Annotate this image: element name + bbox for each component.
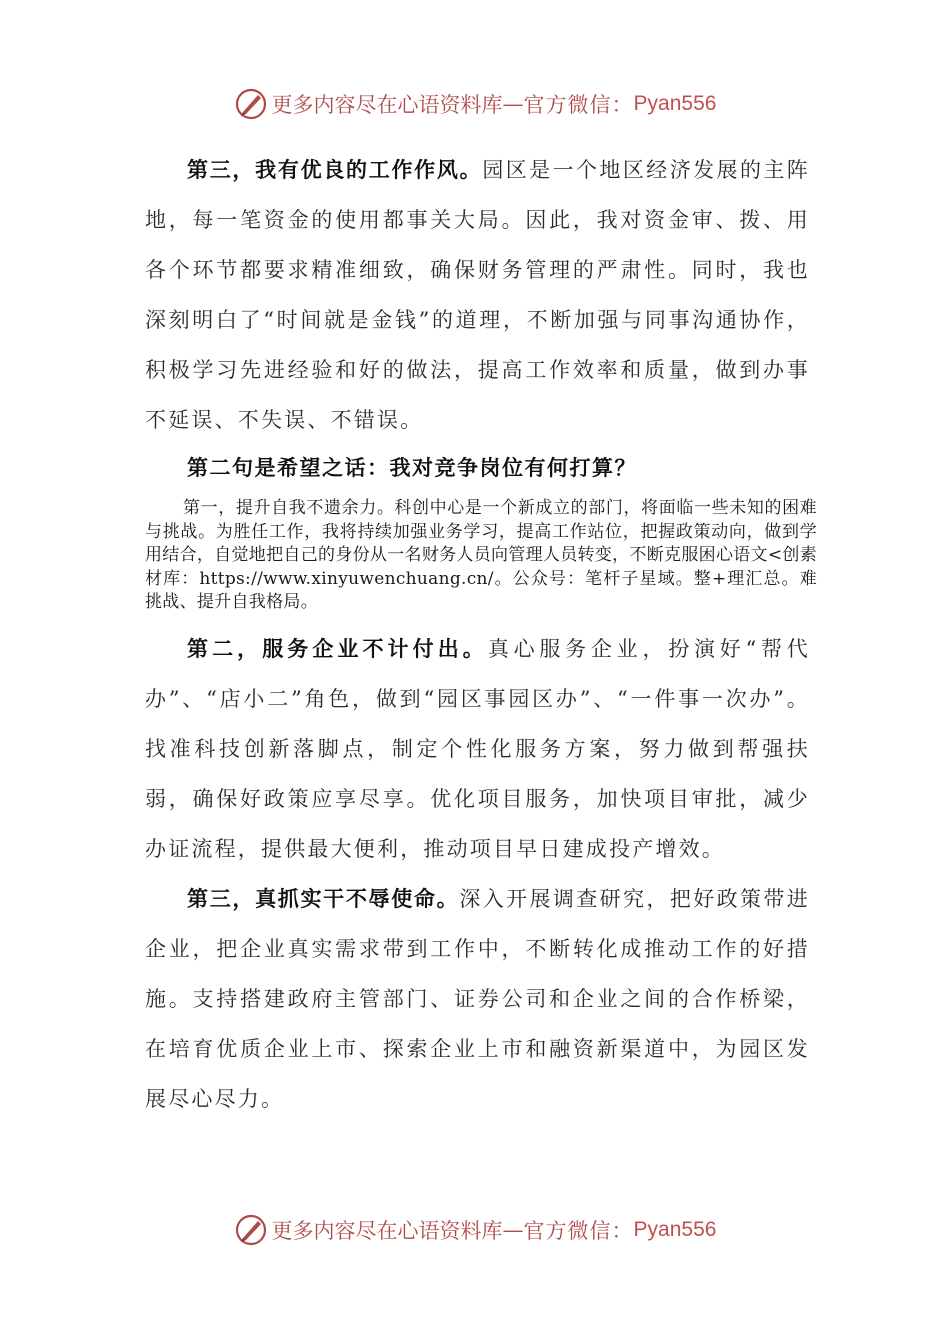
- paragraph-work-style: [145, 145, 810, 445]
- banner-dash: —: [502, 92, 524, 116]
- paragraph-lead: 第三，我有优良的工作作风。: [187, 157, 483, 182]
- pen-logo-icon: [234, 1213, 268, 1247]
- paragraph-body: 真心服务企业，扮演好“帮代办”、“店小二”角色，做到“园区事园区办”、“一件事一次办”。找准科技创新落脚点，制定个性化服务方案，努力做到帮强扶弱，确保好政策应享尽享。优化项目服务，加快项目审批，减少办证流程，提供最大便利，推动项目早日建成投产增效。: [145, 637, 810, 861]
- banner-dash: —: [502, 1218, 524, 1242]
- paragraph-body: 深入开展调查研究，把好政策带进企业，把企业真实需求带到工作中，不断转化成推动工作的好措施。支持搭建政府主管部门、证券公司和企业之间的合作桥梁，在培育优质企业上市、探索企业上市和融资新渠道中，为园区发展尽心尽力。: [145, 887, 811, 1111]
- banner-wechat-label: 官方微信：: [523, 1219, 634, 1243]
- paragraph-self-improvement: 第一，提升自我不遗余力。科创中心是一个新成立的部门，将面临一些未知的困难与挑战。为胜任工作，我将持续加强业务学习，提高工作站位，把握政策动向，做到学用结合，自觉地把自己的身份从一名财务人员向管理人员转变，不断克服困心语文<创素材库：https://www.xinyuwenchuang.cn/。公众号：笔杆子星域。整+理汇总。难挑战、提升自我格局。: [145, 498, 817, 612]
- banner-main-text: 更多内容尽在心语资料库: [271, 1219, 503, 1243]
- banner-wechat-label: 官方微信：: [523, 93, 634, 117]
- paragraph-serve-enterprise: [145, 624, 810, 874]
- pen-logo-icon: [234, 87, 268, 121]
- banner-wechat-id: Pyan556: [633, 1218, 717, 1241]
- paragraph-lead: 第二，服务企业不计付出。: [187, 636, 488, 661]
- paragraph-body: 园区是一个地区经济发展的主阵地，每一笔资金的使用都事关大局。因此，我对资金审、拨、用各个环节都要求精准细致，确保财务管理的严肃性。同时，我也深刻明白了“时间就是金钱”的道理，不断加强与同事沟通协作，积极学习先进经验和好的做法，提高工作效率和质量，做到办事不延误、不失误、不错误。: [145, 158, 810, 432]
- header-banner: [0, 84, 950, 124]
- section-heading: 第二句是希望之话：我对竞争岗位有何打算？: [187, 455, 637, 480]
- paragraph-practical-work: [145, 874, 810, 1124]
- banner-main-text: 更多内容尽在心语资料库: [271, 93, 503, 117]
- footer-banner: [0, 1210, 950, 1250]
- banner-wechat-id: Pyan556: [633, 92, 717, 115]
- paragraph-lead: 第三，真抓实干不辱使命。: [187, 886, 460, 911]
